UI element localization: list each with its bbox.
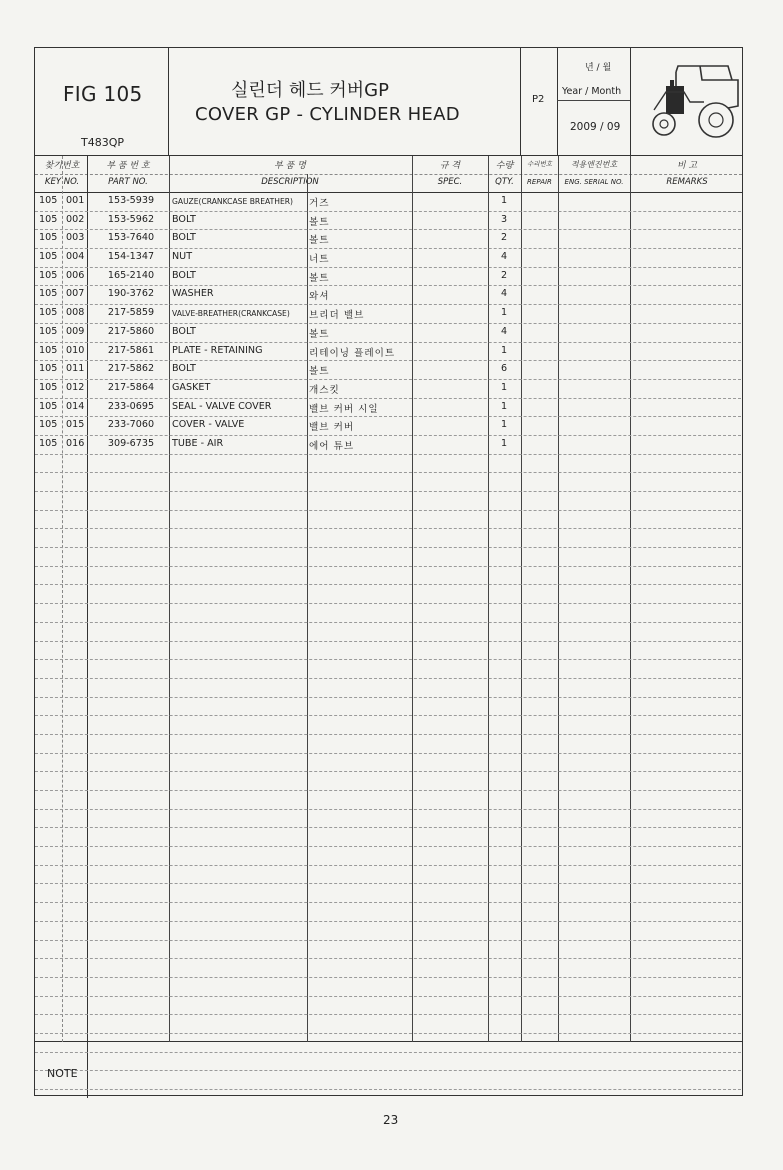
part-number-cell: 217-5861 <box>107 344 155 356</box>
table-row <box>35 978 741 997</box>
description-ko-cell: 리테이닝 플레이트 <box>309 347 396 359</box>
key-fig-cell: 105 <box>39 251 58 263</box>
table-row <box>35 585 741 604</box>
description-cell: VALVE-BREATHER(CRANKCASE) <box>172 309 290 319</box>
table-row <box>35 324 741 343</box>
part-number-cell: 233-0695 <box>107 400 155 412</box>
table-row <box>35 436 741 455</box>
description-ko-cell: 너트 <box>309 254 330 266</box>
part-number-cell: 309-6735 <box>107 437 155 449</box>
table-row <box>35 810 741 829</box>
remarks-col-header: REMARKS <box>666 177 708 187</box>
description-ko-cell: 볼트 <box>309 366 330 378</box>
table-row <box>35 492 741 511</box>
key-fig-cell: 105 <box>39 232 58 244</box>
table-row <box>35 380 741 399</box>
table-row <box>35 903 741 922</box>
quantity-cell: 1 <box>500 381 508 393</box>
key-fig-cell: 105 <box>39 213 58 225</box>
table-row <box>35 212 741 231</box>
key-no-cell: 002 <box>66 213 85 225</box>
key-fig-cell: 105 <box>39 381 58 393</box>
table-row <box>35 343 741 362</box>
description-cell: TUBE - AIR <box>172 437 224 449</box>
description-cell: GASKET <box>172 381 211 393</box>
table-row <box>35 623 741 642</box>
description-cell: BOLT <box>172 232 196 244</box>
key-fig-cell: 105 <box>39 437 58 449</box>
key-col-header: KEY NO. <box>44 177 80 187</box>
table-row <box>35 286 741 305</box>
key-no-cell: 016 <box>66 437 85 449</box>
desc-col-header-ko: 부 품 명 <box>274 161 306 171</box>
description-ko-cell: 와셔 <box>309 291 330 303</box>
description-cell: BOLT <box>172 269 196 281</box>
key-no-cell: 003 <box>66 232 85 244</box>
part-number-cell: 153-5962 <box>107 213 155 225</box>
remarks-col-header-ko: 비 고 <box>676 161 698 171</box>
table-row <box>35 1015 741 1034</box>
table-row <box>35 511 741 530</box>
quantity-cell: 2 <box>500 269 508 281</box>
table-row <box>35 305 741 324</box>
table-row <box>35 884 741 903</box>
part-col-header: PART NO. <box>108 177 148 187</box>
key-fig-cell: 105 <box>39 363 58 375</box>
key-fig-cell: 105 <box>39 325 58 337</box>
description-cell: WASHER <box>172 288 214 300</box>
table-row <box>35 735 741 754</box>
table-row <box>35 399 741 418</box>
table-row <box>35 828 741 847</box>
description-ko-cell: 밸브 커버 시일 <box>309 403 379 415</box>
quantity-cell: 1 <box>500 437 508 449</box>
table-row <box>35 959 741 978</box>
description-ko-cell: 거즈 <box>309 198 330 209</box>
part-number-cell: 154-1347 <box>107 251 155 263</box>
table-row <box>35 268 741 287</box>
quantity-cell: 4 <box>500 288 508 300</box>
key-col-header-ko: 찾기번호 <box>44 161 80 171</box>
key-fig-cell: 105 <box>39 195 58 206</box>
table-row <box>35 642 741 661</box>
key-no-cell: 015 <box>66 419 85 431</box>
key-no-cell: 004 <box>66 251 85 263</box>
repair-col-header: REPAIR <box>527 178 552 186</box>
qty-col-header: QTY. <box>495 177 514 187</box>
table-row <box>35 193 741 212</box>
description-ko-cell: 볼트 <box>309 235 330 247</box>
page-code: P2 <box>532 94 545 105</box>
table-row <box>35 922 741 941</box>
description-cell: BOLT <box>172 213 196 225</box>
table-row <box>35 361 741 380</box>
key-no-cell: 009 <box>66 325 85 337</box>
serial-col-header: ENG. SERIAL NO. <box>564 178 624 186</box>
key-no-cell: 006 <box>66 269 85 281</box>
table-row <box>35 529 741 548</box>
quantity-cell: 4 <box>500 251 508 263</box>
table-row <box>35 249 741 268</box>
table-row <box>35 772 741 791</box>
part-number-cell: 190-3762 <box>107 288 155 300</box>
table-row <box>35 455 741 474</box>
key-fig-cell: 105 <box>39 269 58 281</box>
table-row <box>35 230 741 249</box>
key-no-cell: 014 <box>66 400 85 412</box>
tractor-icon <box>640 50 740 148</box>
key-no-cell: 001 <box>66 195 85 206</box>
table-row <box>35 679 741 698</box>
description-ko-cell: 에어 튜브 <box>309 440 355 452</box>
table-row <box>35 716 741 735</box>
table-row <box>35 473 741 492</box>
table-row <box>35 604 741 623</box>
table-row <box>35 660 741 679</box>
spec-col-header: SPEC. <box>437 177 463 187</box>
quantity-cell: 4 <box>500 325 508 337</box>
description-cell: PLATE - RETAINING <box>172 344 263 356</box>
figure-number: FIG 105 <box>63 82 143 106</box>
key-no-cell: 012 <box>66 381 85 393</box>
key-no-cell: 008 <box>66 307 85 319</box>
title-korean: 실린더 헤드 커버GP <box>231 80 389 101</box>
year-month-label-ko: 년 / 월 <box>585 63 612 73</box>
description-ko-cell: 개스킷 <box>309 384 340 396</box>
table-row <box>35 791 741 810</box>
part-number-cell: 217-5860 <box>107 325 155 337</box>
note-label: NOTE <box>47 1067 78 1080</box>
page-number: 23 <box>383 1113 399 1127</box>
quantity-cell: 1 <box>500 400 508 412</box>
quantity-cell: 2 <box>500 232 508 244</box>
qty-col-header-ko: 수량 <box>495 161 514 171</box>
description-cell: BOLT <box>172 363 196 375</box>
table-row <box>35 698 741 717</box>
parts-table-body <box>35 193 741 1090</box>
description-cell: SEAL - VALVE COVER <box>172 400 272 412</box>
year-month-label: Year / Month <box>562 86 622 97</box>
description-cell: COVER - VALVE <box>172 419 245 431</box>
description-ko-cell: 볼트 <box>309 216 330 228</box>
year-month-value: 2009 / 09 <box>570 121 621 133</box>
key-fig-cell: 105 <box>39 288 58 300</box>
serial-col-header-ko: 적용엔진번호 <box>570 160 618 169</box>
key-fig-cell: 105 <box>39 400 58 412</box>
quantity-cell: 1 <box>500 419 508 431</box>
key-no-cell: 007 <box>66 288 85 300</box>
repair-col-header-ko: 수리번호 <box>526 160 553 168</box>
spec-col-header-ko: 규 격 <box>439 161 461 171</box>
part-number-cell: 165-2140 <box>107 269 155 281</box>
quantity-cell: 1 <box>500 344 508 356</box>
quantity-cell: 3 <box>500 213 508 225</box>
part-number-cell: 217-5862 <box>107 363 155 375</box>
key-fig-cell: 105 <box>39 344 58 356</box>
table-row <box>35 567 741 586</box>
key-no-cell: 011 <box>66 363 85 375</box>
table-row <box>35 847 741 866</box>
quantity-cell: 1 <box>500 195 508 206</box>
description-ko-cell: 브리더 밸브 <box>309 310 365 322</box>
description-ko-cell: 볼트 <box>309 328 330 340</box>
table-row <box>35 754 741 773</box>
description-cell: BOLT <box>172 325 196 337</box>
table-row <box>35 417 741 436</box>
description-ko-cell: 볼트 <box>309 272 330 284</box>
description-ko-cell: 밸브 커버 <box>309 422 355 434</box>
desc-col-header: DESCRIPTION <box>261 177 319 187</box>
title-english: COVER GP - CYLINDER HEAD <box>195 104 460 125</box>
part-col-header-ko: 부 품 번 호 <box>106 161 150 171</box>
table-row <box>35 1034 741 1053</box>
key-no-cell: 010 <box>66 344 85 356</box>
part-number-cell: 217-5859 <box>107 307 155 319</box>
part-number-cell: 153-5939 <box>107 195 155 206</box>
table-row <box>35 548 741 567</box>
parts-list-sheet <box>34 47 743 1096</box>
quantity-cell: 1 <box>500 307 508 319</box>
table-row <box>35 997 741 1016</box>
table-row <box>35 941 741 960</box>
part-number-cell: 233-7060 <box>107 419 155 431</box>
table-row <box>35 1053 741 1072</box>
key-fig-cell: 105 <box>39 419 58 431</box>
table-row <box>35 866 741 885</box>
part-number-cell: 153-7640 <box>107 232 155 244</box>
model-code: T483QP <box>81 136 125 149</box>
quantity-cell: 6 <box>500 363 508 375</box>
table-row <box>35 1071 741 1090</box>
description-cell: NUT <box>172 251 193 263</box>
key-fig-cell: 105 <box>39 307 58 319</box>
description-cell: GAUZE(CRANKCASE BREATHER) <box>172 197 293 206</box>
part-number-cell: 217-5864 <box>107 381 155 393</box>
